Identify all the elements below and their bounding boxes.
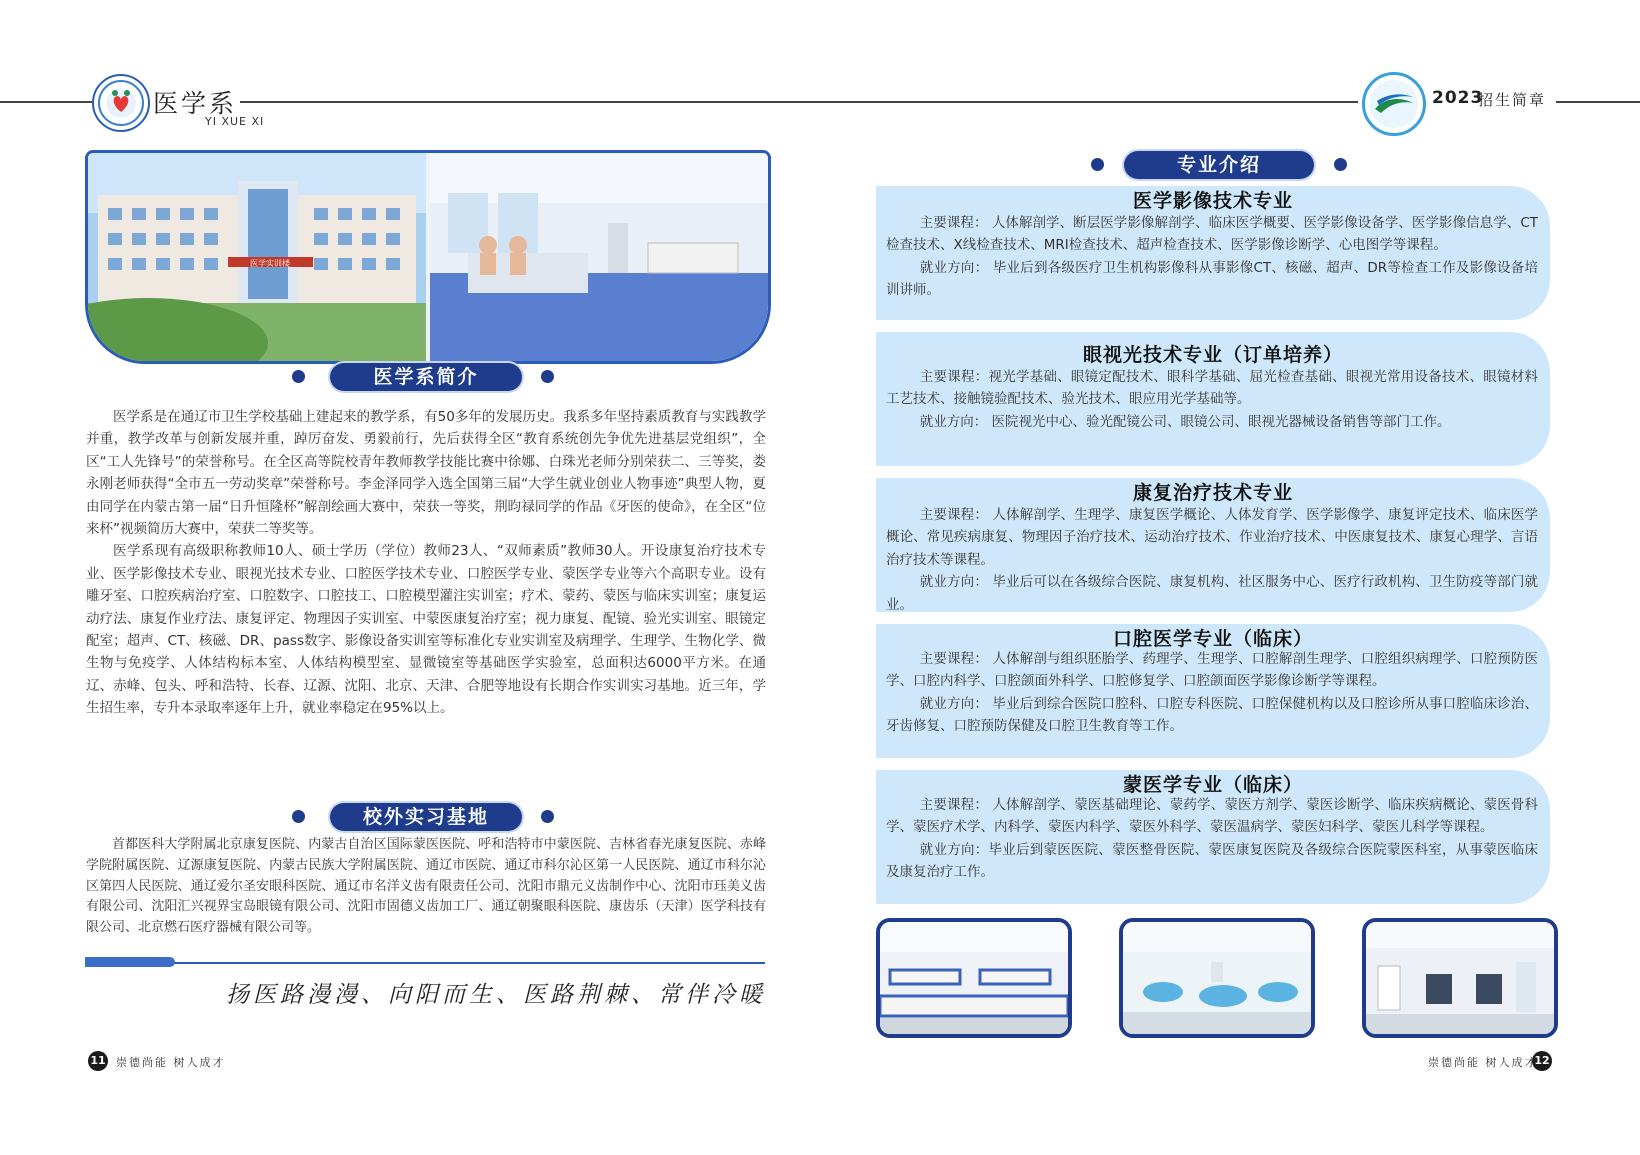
major-description <box>886 648 1538 738</box>
intro-heading: 医学系简介 <box>330 363 522 391</box>
major-description <box>886 504 1538 616</box>
heading-dot-left <box>1091 158 1104 171</box>
page-number-right: 12 <box>1532 1051 1552 1071</box>
intro-paragraph-1: 医学系是在通辽市卫生学校基础上建起来的教学系，有50多年的发展历史。我系多年坚持素质教育与实践教学并重，教学改革与创新发展并重，踔厉奋发、勇毅前行，先后获得全区“教育系统创先争优先进基层党组织”，全区“工人先锋号”的荣誉称号。在全区高等院校青年教师教学技能比赛中徐娜、白珠光老师分别荣获二、三等奖，娄永刚老师获得“全市五一劳动奖章”荣誉称号。李金泽同学入选全国第三届“大学生就业创业人物事迹”典型人物，夏由同学在内蒙古第一届“日升恒隆杯”解剖绘画大赛中，荣获一等奖，荆昀禄同学的作品《牙医的使命》，在全区“位来杯”视频简历大赛中，荣获二等奖等。 <box>86 409 766 538</box>
intro-text <box>86 406 766 720</box>
school-logo-icon <box>1362 72 1426 136</box>
major-courses: 主要课程： 人体解剖学、生理学、康复医学概论、人体发育学、医学影像学、康复评定技术、临床医学概论、常见疾病康复、物理因子治疗技术、运动治疗技术、作业治疗技术、中医康复技术、康复心理学、言语治疗技术等课程。 <box>886 507 1538 568</box>
building-sign: 医学实训楼 <box>250 259 290 268</box>
motto-left: 崇德尚能 树人成才 <box>116 1056 226 1069</box>
major-title: 眼视光技术专业（订单培养） <box>1082 344 1343 366</box>
major-card <box>876 770 1550 904</box>
major-courses: 主要课程： 人体解剖与组织胚胎学、药理学、生理学、口腔解剖生理学、口腔组织病理学、口腔预防医学、口腔内科学、口腔颌面外科学、口腔修复学、口腔颌面医学影像诊断学等课程。 <box>886 651 1538 690</box>
heading-dot-right <box>1334 158 1347 171</box>
major-career: 就业方向：毕业后到蒙医医院、蒙医整骨医院、蒙医康复医院及各级综合医院蒙医科室，从事蒙医临床及康复治疗工作。 <box>886 841 1538 881</box>
major-career: 就业方向： 毕业后到各级医疗卫生机构影像科从事影像CT、核磁、超声、DR等检查工作及影像设备培训讲师。 <box>886 259 1538 299</box>
major-description <box>886 212 1538 302</box>
majors-heading: 专业介绍 <box>1124 151 1314 179</box>
internship-bases-heading: 校外实习基地 <box>330 803 522 831</box>
lab-photo <box>1362 918 1558 1038</box>
campus-photos <box>88 153 768 361</box>
major-card <box>876 186 1550 320</box>
lab-photo <box>1119 918 1315 1038</box>
major-description <box>886 794 1538 884</box>
department-title: 医学系 <box>153 89 238 118</box>
footer-tag <box>85 957 175 967</box>
brochure-year: 2023 <box>1432 88 1484 108</box>
heading-dot-left <box>292 810 305 823</box>
major-courses: 主要课程： 人体解剖学、断层医学影像解剖学、临床医学概要、医学影像设备学、医学影像信息学、CT检查技术、X线检查技术、MRI检查技术、超声检查技术、医学影像诊断学、心电图学等课程。 <box>886 215 1538 254</box>
major-career: 就业方向： 毕业后可以在各级综合医院、康复机构、社区服务中心、医疗行政机构、卫生防疫等部门就业。 <box>886 574 1538 613</box>
major-courses: 主要课程： 人体解剖学、蒙医基础理论、蒙药学、蒙医方剂学、蒙医诊断学、临床疾病概论、蒙医骨科学、蒙医疗术学、内科学、蒙医内科学、蒙医外科学、蒙医温病学、蒙医妇科学、蒙医儿科学等课程。 <box>886 797 1538 836</box>
major-title: 蒙医学专业（临床） <box>1122 774 1303 796</box>
major-career: 就业方向： 医院视光中心、验光配镜公司、眼镜公司、眼视光器械设备销售等部门工作。 <box>919 413 1451 430</box>
lab-photo <box>876 918 1072 1038</box>
heading-dot-right <box>541 370 554 383</box>
header-rule-right <box>1556 101 1640 103</box>
campus-photo-panel <box>85 150 771 364</box>
heading-dot-right <box>541 810 554 823</box>
major-card <box>876 624 1550 758</box>
header-rule-middle <box>240 101 1358 103</box>
footer-rule <box>85 962 765 964</box>
major-title: 医学影像技术专业 <box>1132 190 1293 212</box>
slogan: 扬医路漫漫、向阳而生、医路荆棘、常伴冷暖 <box>226 982 766 1008</box>
heading-dot-left <box>292 370 305 383</box>
major-courses: 主要课程：视光学基础、眼镜定配技术、眼科学基础、屈光检查基础、眼视光常用设备技术、眼镜材料工艺技术、接触镜验配技术、验光技术、眼应用光学基础等。 <box>886 369 1538 408</box>
header-rule-left <box>0 101 92 103</box>
major-title: 口腔医学专业（临床） <box>1112 628 1313 650</box>
major-card <box>876 478 1550 612</box>
motto-right: 崇德尚能 树人成才 <box>1428 1056 1538 1069</box>
major-card <box>876 332 1550 466</box>
intro-paragraph-2: 医学系现有高级职称教师10人、硕士学历（学位）教师23人、“双师素质”教师30人。开设康复治疗技术专业、医学影像技术专业、眼视光技术专业、口腔医学技术专业、口腔医学专业、蒙医学专业等六个高职专业。设有雕牙室、口腔疾病治疗室、口腔数字、口腔技工、口腔模型灌注实训室；疗术、蒙药、蒙医与临床实训室；康复运动疗法、康复作业疗法、康复评定、物理因子实训室、中蒙医康复治疗室；视力康复、配镜、验光实训室、眼镜定配室；超声、CT、核磁、DR、pass数字、影像设备实训室等标准化专业实训室及病理学、生理学、生物化学、微生物与免疫学、人体结构标本室、人体结构模型室、显微镜室等基础医学实验室，总面积达6000平方米。在通辽、赤峰、包头、呼和浩特、长春、辽源、沈阳、北京、天津、合肥等地设有长期合作实训实习基地。近三年，学生招生率，专升本录取率逐年上升，就业率稳定在95%以上。 <box>86 543 766 717</box>
page-number-left: 11 <box>88 1051 108 1071</box>
major-description <box>886 366 1538 433</box>
internship-bases-text: 首都医科大学附属北京康复医院、内蒙古自治区国际蒙医医院、呼和浩特市中蒙医院、吉林省春光康复医院、赤峰学院附属医院、辽源康复医院、内蒙古民族大学附属医院、通辽市医院、通辽市科尔沁区第一人民医院、通辽市科尔沁区第四人民医院、通辽爱尔圣安眼科医院、通辽市名洋义齿有限责任公司、沈阳市鼎元义齿制作中心、沈阳市珏美义齿有限公司、沈阳汇兴视界宝岛眼镜有限公司、沈阳市固德义齿加工厂、通辽朝聚眼科医院、康齿乐（天津）医学科技有限公司、北京燃石医疗器械有限公司等。 <box>86 837 766 936</box>
major-career: 就业方向： 毕业后到综合医院口腔科、口腔专科医院、口腔保健机构以及口腔诊所从事口腔临床诊治、牙齿修复、口腔预防保健及口腔卫生教育等工作。 <box>886 695 1538 735</box>
department-logo-icon <box>92 74 150 132</box>
major-title: 康复治疗技术专业 <box>1132 482 1293 504</box>
department-pinyin: YI XUE XI <box>205 115 265 128</box>
brochure-title: 招生简章 <box>1478 91 1547 109</box>
